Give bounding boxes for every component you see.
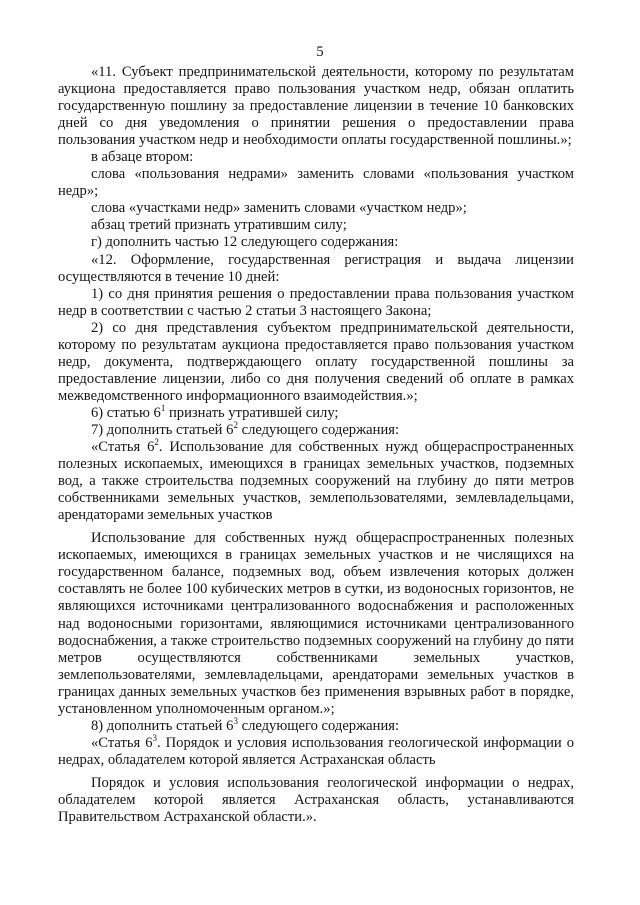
paragraph-replace-words-2: слова «участками недр» заменить словами «участком недр»; [91, 200, 467, 217]
article-6-2-superscript: 2 [154, 437, 159, 448]
article-6-3-title: . Порядок и условия использования геологической информации о недрах, обладателем которой является Астраханская область [58, 734, 574, 768]
document-body [58, 64, 574, 826]
article-6-3-heading [58, 732, 574, 769]
paragraph-item-g: г) дополнить частью 12 следующего содержания: [91, 234, 399, 251]
article-6-2-heading [58, 439, 574, 524]
item-7-superscript: 2 [233, 419, 238, 430]
article-6-3-label: «Статья 6 [91, 734, 153, 751]
article-6-2-body: Использование для собственных нужд общераспространенных полезных ископаемых, имеющихся в границах земельных участков и не числящихся на государственном балансе, подземных вод, объем извлечения которых должен составлять не более 100 кубических метров в сутки, из водоносных горизонтов, не являющихся источниками централизованного водоснабжения и расположенных над водоносными горизонтами, являющимися источниками централизованного водоснабжения, а также строительство подземных сооружений на глубину до пяти метров осуществляются собственниками земельных участков, землепользователями, землевладельцами, арендаторами земельных участков в границах данных земельных участков без применения взрывных работ в порядке, установленном уполномоченным органом.»; [58, 530, 574, 717]
paragraph-second-abzac: в абзаце втором: [91, 149, 194, 166]
paragraph-clause-12-item-1: 1) со дня принятия решения о предоставлении права пользования участком недр в соответствии с частью 2 статьи 3 настоящего Закона; [58, 285, 574, 319]
item-8-superscript: 3 [233, 715, 238, 726]
paragraph-clause-11: «11. Субъект предпринимательской деятельности, которому по результатам аукциона предоставляется право пользования участком недр, обязан оплатить государственную пошлину за предоставление лицензии в течение 10 банковских дней со дня уведомления о принятии решения о предоставлении права пользования участком недр и необходимости оплаты государственной пошлины.»; [58, 64, 574, 149]
paragraph-item-7 [58, 419, 574, 439]
paragraph-item-6 [58, 402, 574, 422]
paragraph-replace-words-1: слова «пользования недрами» заменить словами «пользования участком недр»; [58, 166, 574, 200]
item-7-text: 7) дополнить статьей 6 [91, 421, 234, 438]
item-6-text-tail: признать утратившей силу; [165, 404, 339, 421]
paragraph-clause-12: «12. Оформление, государственная регистрация и выдача лицензии осуществляются в течение 10 дней: [58, 251, 574, 285]
item-7-text-tail: следующего содержания: [237, 421, 400, 438]
item-8-text: 8) дополнить статьей 6 [91, 717, 234, 734]
article-6-3-body: Порядок и условия использования геологической информации о недрах, обладателем которой является Астраханская область, устанавливаются Правительством Астраханской области.». [58, 774, 574, 826]
paragraph-third-abzac-void: абзац третий признать утратившим силу; [91, 217, 347, 234]
article-6-2-title: . Использование для собственных нужд общераспространенных полезных ископаемых, имеющихся в границах земельных участков, подземных вод, а также строительства подземных сооружений на глубину до пяти метров собственниками земельных участков, землепользователями, землевладельцами, арендаторами земельных участков [58, 439, 574, 524]
page-number: 5 [316, 44, 324, 60]
article-6-2-label: «Статья 6 [91, 439, 155, 456]
paragraph-item-8 [58, 715, 574, 735]
article-6-3-superscript: 3 [152, 732, 158, 743]
item-6-superscript: 1 [160, 402, 166, 413]
paragraph-clause-12-item-2: 2) со дня представления субъектом предпринимательской деятельности, которому по результатам аукциона предоставляется право пользования участком недр, документа, подтверждающего оплату государственной пошлины за предоставление лицензии, либо со дня получения сведений об оплате в рамках межведомственного информационного взаимодействия.»; [58, 319, 574, 404]
item-6-text: 6) статью 6 [91, 404, 161, 421]
item-8-text-tail: следующего содержания: [237, 717, 400, 734]
